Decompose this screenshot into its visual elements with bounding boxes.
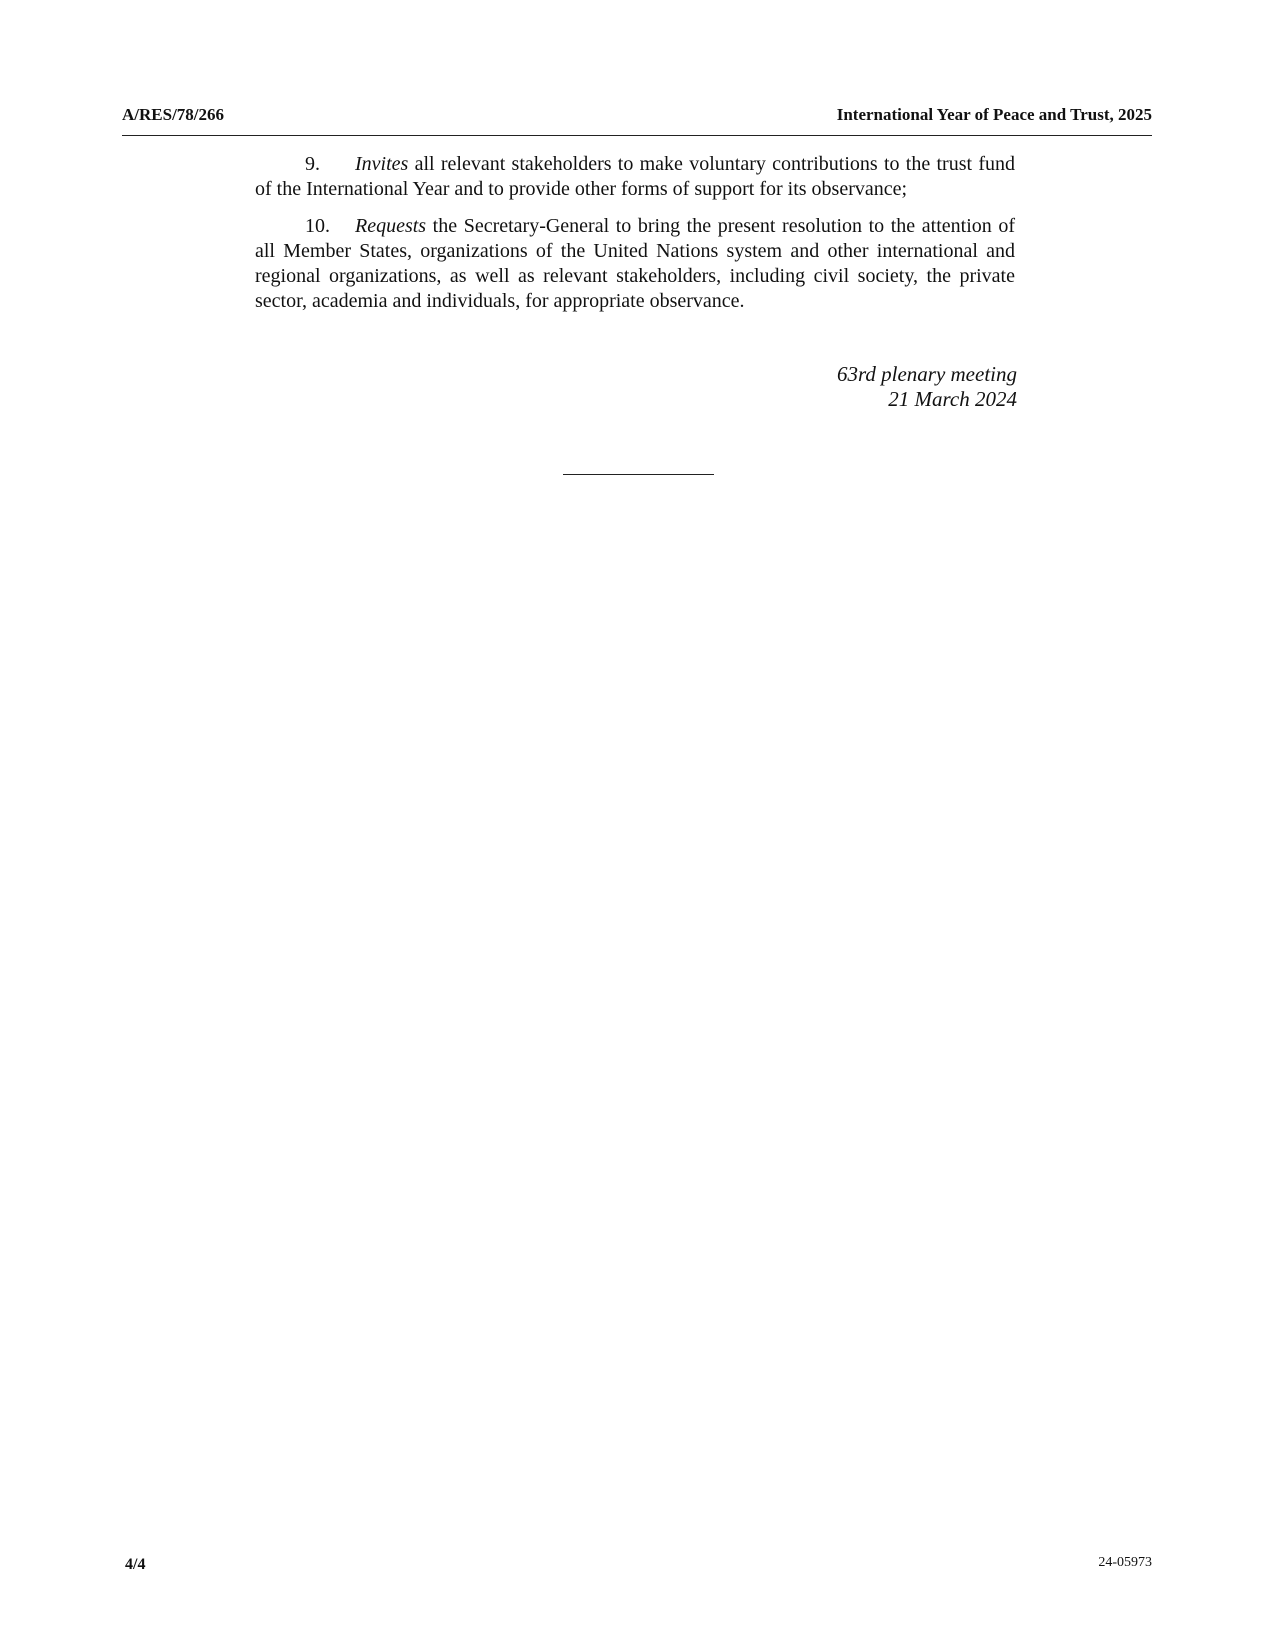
paragraph-9 [255, 152, 1015, 202]
document-number: 24-05973 [1098, 1555, 1152, 1570]
end-rule [563, 474, 714, 475]
meeting-label: 63rd plenary meeting [836, 362, 1017, 386]
paragraph-text: the Secretary-General to bring the present resolution to the attention of all Member States, organizations of the United Nations system and other international and regional organizations, as well as relevant stakeholders, including civil society, the private sector, academia and individuals, for appropriate observance. [255, 215, 1015, 312]
paragraph-text: all relevant stakeholders to make voluntary contributions to the trust fund of the International Year and to provide other forms of support for its observance; [255, 153, 1015, 200]
operative-verb: Requests [355, 215, 427, 237]
page-number: 4/4 [125, 1556, 146, 1573]
document-title: International Year of Peace and Trust, 2025 [836, 105, 1152, 124]
operative-verb: Invites [355, 153, 409, 175]
resolution-body [255, 152, 1015, 326]
document-symbol: A/RES/78/266 [122, 105, 225, 124]
paragraph-number: 9. [305, 153, 320, 175]
page-header [122, 105, 1152, 136]
adoption-date: 21 March 2024 [888, 387, 1017, 411]
adoption-signature [837, 362, 1017, 412]
paragraph-10 [255, 214, 1015, 314]
paragraph-number: 10. [305, 215, 330, 237]
